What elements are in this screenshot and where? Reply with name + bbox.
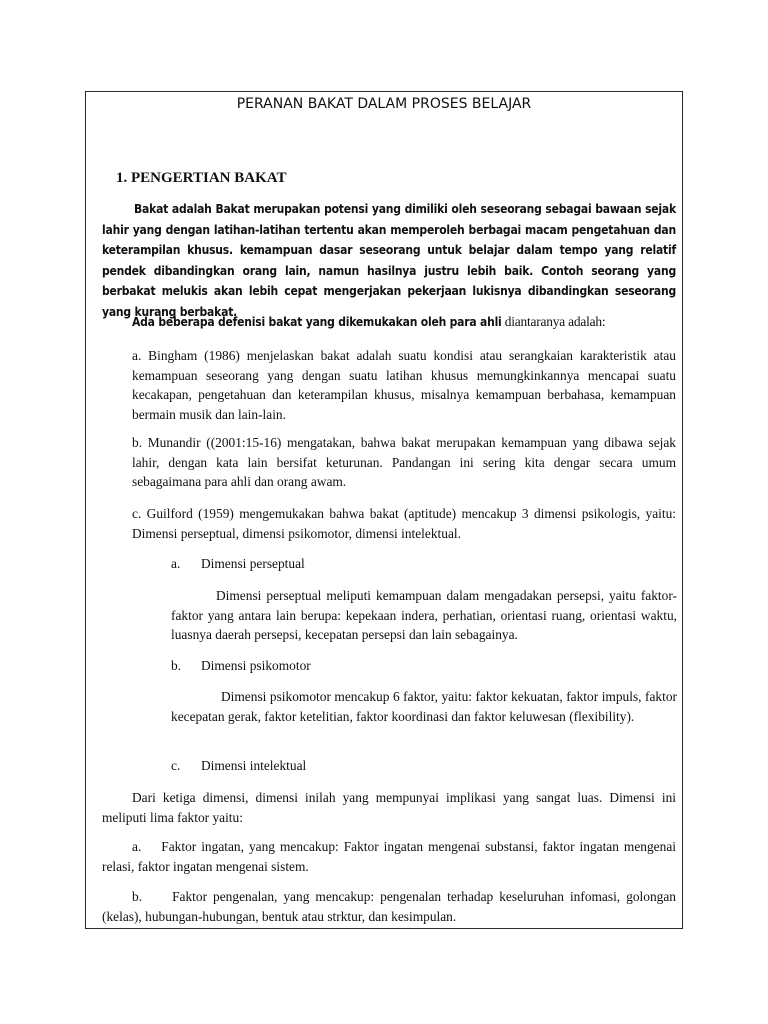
definition-c: c. Guilford (1959) mengemukakan bahwa bakat (aptitude) mencakup 3 dimensi psikologis, yaitu: Dimensi perseptual, dimensi psikomotor, dimensi intelektual.	[132, 506, 676, 541]
dimension-b-heading	[171, 656, 651, 676]
definition-a: a. Bingham (1986) menjelaskan bakat adalah suatu kondisi atau serangkaian karakteristik atau kemampuan seseorang yang dengan suatu latihan khusus memungkinkannya mencapai suatu kecakapan, pengetahuan dan keterampilan khusus, misalnya kemampuan berbahasa, kemampuan bermain musik dan lain-lain.	[132, 348, 676, 422]
intro-paragraph: Bakat adalah Bakat merupakan potensi yang dimiliki oleh seseorang sebagai bawaan sejak lahir yang dengan latihan-latihan tertentu akan memperoleh berbagai macam pengetahuan dan keterampilan khusus. kemampuan dasar seseorang untuk belajar dalam tempo yang relatif pendek dibandingkan orang lain, namun hasilnya justru lebih baik. Contoh seorang yang berbakat melukis akan lebih cepat mengerjakan pekerjaan lukisnya dibandingkan seseorang yang kurang berbakat.	[102, 202, 676, 319]
definition-b: b. Munandir ((2001:15-16) mengatakan, bahwa bakat merupakan kemampuan yang dibawa sejak lahir, dengan kata lain bersifat keturunan. Pandangan ini sering kita dengar secara umum sebagaimana para ahli dan orang awam.	[132, 435, 676, 489]
page-border-frame	[85, 91, 683, 929]
definitions-intro-rest: diantaranya adalah:	[501, 314, 606, 329]
definitions-intro-bold: Ada beberapa defenisi bakat yang dikemukakan oleh para ahli	[132, 315, 502, 329]
document-title: PERANAN BAKAT DALAM PROSES BELAJAR	[236, 96, 532, 112]
dimension-b-description: Dimensi psikomotor mencakup 6 faktor, yaitu: faktor kekuatan, faktor impuls, faktor kecepatan gerak, faktor ketelitian, faktor koordinasi dan faktor keluwesan (flexibility).	[171, 689, 677, 724]
dimension-a-description: Dimensi perseptual meliputi kemampuan dalam mengadakan persepsi, yaitu faktor-faktor yang antara lain berupa: kepekaan indera, perhatian, orientasi ruang, orientasi waktu, luasnya daerah persepsi, kecepatan persepsi dan lain sebagainya.	[171, 588, 677, 642]
dimension-c-heading	[171, 756, 651, 776]
dimension-b-marker: b.	[171, 658, 182, 673]
conclusion-paragraph: Dari ketiga dimensi, dimensi inilah yang mempunyai implikasi yang sangat luas. Dimensi ini meliputi lima faktor yaitu:	[102, 790, 676, 825]
factor-b-paragraph: b. Faktor pengenalan, yang mencakup: pengenalan terhadap keseluruhan infomasi, golongan (kelas), hubungan-hubungan, bentuk atau strktur, dan kesimpulan.	[102, 889, 680, 924]
dimension-a-heading	[171, 554, 651, 574]
definitions-intro	[132, 312, 662, 333]
section-heading: 1. PENGERTIAN BAKAT	[116, 170, 287, 186]
dimension-a-name: Dimensi perseptual	[201, 556, 305, 571]
dimension-c-name: Dimensi intelektual	[201, 758, 307, 773]
dimension-b-name: Dimensi psikomotor	[201, 658, 311, 673]
dimension-a-marker: a.	[171, 556, 181, 571]
dimension-c-marker: c.	[171, 758, 181, 773]
factor-a-paragraph: a. Faktor ingatan, yang mencakup: Faktor ingatan mengenai substansi, faktor ingatan mengenai relasi, faktor ingatan mengenai sistem.	[102, 839, 680, 874]
